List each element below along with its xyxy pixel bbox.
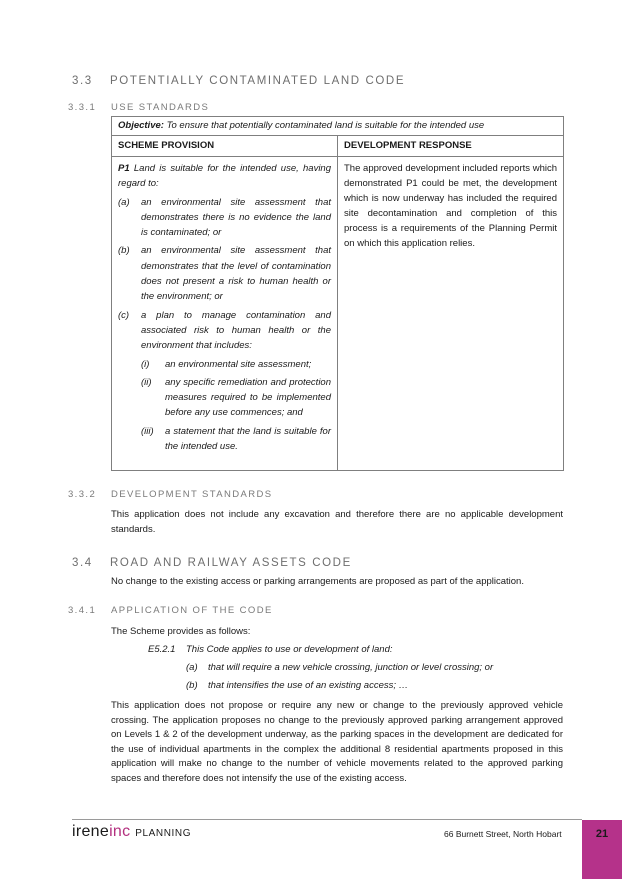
provision-row	[112, 157, 564, 471]
logo-irene: irene	[72, 823, 110, 840]
provision-subitem	[141, 357, 331, 372]
section-3-4-1-paragraph: This application does not propose or require any new or change to the previously approved vehicle crossing. The application proposes no change to the previously approved parking arrangement approved on Levels 1 & 2 of the development underway, as the parking spaces in the development are dedicated for the use of individual apartments in the complex the additional 8 residential apartments proposed in this application will make no change to the number of vehicle movements related to the approved parking spaces and therefore does not intensify the use of the existing access.	[111, 700, 563, 784]
section-3-3-title: POTENTIALLY CONTAMINATED LAND CODE	[110, 75, 406, 87]
section-3-3-2-number: 3.3.2	[68, 489, 97, 500]
objective-text: To ensure that potentially contaminated land is suitable for the intended use	[166, 120, 485, 131]
header-row	[112, 136, 564, 157]
clause-item-label: (b)	[186, 680, 198, 691]
footer-address: 66 Burnett Street, North Hobart	[444, 829, 562, 839]
provision-subitem	[141, 375, 331, 421]
objective-row	[112, 117, 564, 136]
provision-item-label: (b)	[118, 245, 130, 257]
scheme-provision-cell	[112, 157, 338, 471]
provision-subitem-label: (iii)	[141, 425, 154, 437]
section-3-4-number: 3.4	[72, 557, 93, 569]
provision-subitem-label: (i)	[141, 358, 150, 370]
section-3-4-paragraph: No change to the existing access or parking arrangements are proposed as part of the application.	[111, 576, 524, 587]
provision-item	[118, 195, 331, 241]
p1-text: Land is suitable for the intended use, having regard to:	[118, 163, 331, 190]
clause-item-label: (a)	[186, 662, 198, 673]
provision-item-label: (a)	[118, 196, 130, 208]
logo-inc: inc	[109, 823, 131, 840]
provision-item-label: (c)	[118, 309, 130, 321]
scheme-intro: The Scheme provides as follows:	[111, 626, 251, 637]
footer-divider	[72, 819, 582, 820]
use-standards-table	[111, 116, 564, 471]
section-3-3-2-title: DEVELOPMENT STANDARDS	[111, 489, 273, 500]
section-3-3-2-paragraph: This application does not include any excavation and therefore there are no applicable development standards.	[111, 509, 563, 535]
p1-intro	[118, 161, 331, 192]
section-3-4-1-number: 3.4.1	[68, 605, 97, 616]
col-header-scheme-provision: SCHEME PROVISION	[112, 136, 338, 157]
provision-subitem	[141, 424, 331, 455]
irene-inc-logo	[72, 823, 191, 841]
clause-item-text: that intensifies the use of an existing access; …	[208, 680, 409, 691]
page-number-badge	[582, 820, 622, 879]
clause-item-text: that will require a new vehicle crossing, junction or level crossing; or	[208, 662, 494, 673]
logo-planning: PLANNING	[135, 828, 192, 839]
provision-subitem-label: (ii)	[141, 376, 152, 388]
col-header-development-response: DEVELOPMENT RESPONSE	[338, 136, 564, 157]
provision-item-text: an environmental site assessment that demonstrates that the level of contamination does not present a risk to human health or the environment; or	[141, 245, 331, 303]
clause-text: This Code applies to use or development of land:	[186, 644, 393, 655]
development-response-cell: The approved development included reports which demonstrated P1 could be met, the development which is now underway has included the required site decontamination and completion of this process is a requirements of the Planning Permit on which this application relies.	[338, 157, 564, 471]
section-3-3-number: 3.3	[72, 75, 93, 87]
provision-item-text: an environmental site assessment that demonstrates there is no evidence the land is contaminated; or	[141, 196, 331, 239]
objective-label: Objective:	[118, 120, 164, 131]
clause-number: E5.2.1	[148, 644, 176, 655]
provision-subitem-text: an environmental site assessment;	[165, 358, 312, 370]
section-3-3-1-title: USE STANDARDS	[111, 102, 210, 113]
section-3-3-1-number: 3.3.1	[68, 102, 97, 113]
provision-item	[118, 308, 331, 354]
provision-subitem-text: a statement that the land is suitable for the intended use.	[165, 425, 331, 453]
provision-item-text: a plan to manage contamination and associated risk to human health or the environment that includes:	[141, 309, 331, 352]
section-3-4-title: ROAD AND RAILWAY ASSETS CODE	[110, 557, 352, 569]
provision-item	[118, 243, 331, 304]
provision-subitem-text: any specific remediation and protection measures required to be implemented before any use commences; and	[165, 376, 331, 419]
page-number: 21	[595, 828, 609, 840]
section-3-4-1-title: APPLICATION OF THE CODE	[111, 605, 273, 616]
p1-label: P1	[118, 163, 130, 174]
